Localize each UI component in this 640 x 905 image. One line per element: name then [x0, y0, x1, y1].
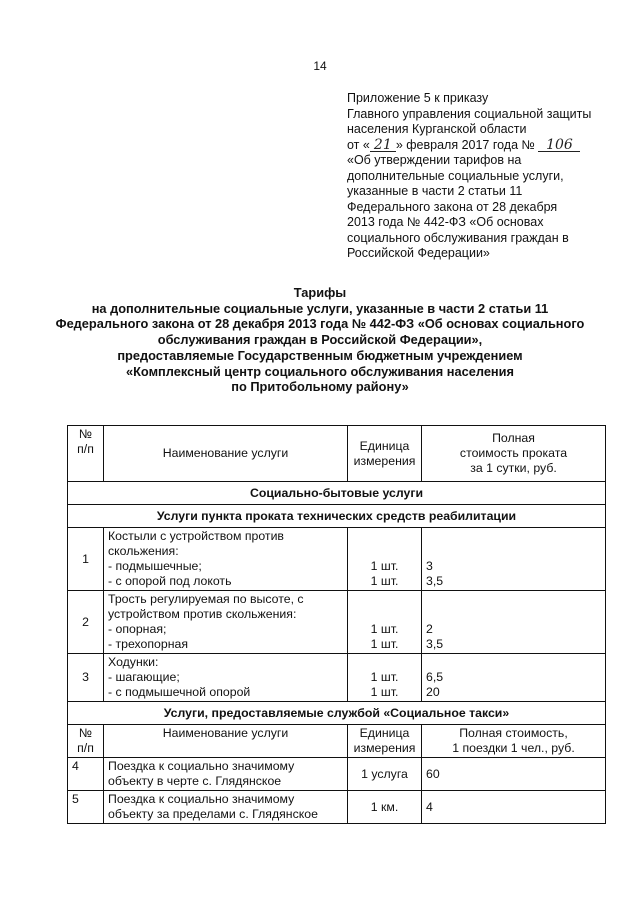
table-row	[68, 758, 606, 791]
section-title: Социально-бытовые услуги	[68, 482, 606, 505]
title-line: на дополнительные социальные услуги, указанные в части 2 статьи 11	[91, 300, 549, 316]
title-line: «Комплексный центр социального обслуживания населения	[126, 363, 514, 379]
title-line: обслуживания граждан в Российской Федерации»,	[157, 332, 483, 348]
taxi-header-unit: Единица измерения	[348, 725, 422, 758]
section-row	[68, 482, 606, 505]
table-header-row	[68, 426, 606, 482]
row-num: 5	[68, 791, 104, 824]
row-name: Поездка к социально значимому объекту за пределами с. Глядянское	[104, 791, 348, 824]
handwritten-day: 21	[370, 139, 396, 152]
tariffs-table	[67, 425, 606, 824]
appendix-quote-line: дополнительные социальные услуги,	[347, 168, 564, 183]
row-unit: 1 шт. 1 шт.	[348, 591, 422, 654]
date-prefix: от «	[347, 137, 370, 152]
appendix-block	[347, 91, 627, 262]
row-price: 60	[422, 758, 606, 791]
document-title	[40, 285, 600, 395]
title-line: Федерального закона от 28 декабря 2013 года № 442-ФЗ «Об основах социального	[55, 316, 585, 332]
title-line: по Притобольному району»	[231, 379, 409, 395]
appendix-line: населения Курганской области	[347, 122, 527, 136]
row-num: 1	[68, 528, 104, 591]
table-row	[68, 528, 606, 591]
appendix-line: Главного управления социальной защиты	[347, 106, 592, 121]
row-price: 4	[422, 791, 606, 824]
table-row	[68, 791, 606, 824]
appendix-quote-line: указанные в части 2 статьи 11	[347, 184, 523, 198]
subsection-rental-title: Услуги пункта проката технических средств реабилитации	[68, 505, 606, 528]
appendix-quote-line: «Об утверждении тарифов на	[347, 153, 522, 167]
row-name: Поездка к социально значимому объекту в черте с. Глядянское	[104, 758, 348, 791]
row-price: 2 3,5	[422, 591, 606, 654]
handwritten-order-number: 106	[538, 139, 580, 152]
title-line: предоставляемые Государственным бюджетным учреждением	[117, 347, 523, 363]
row-price: 3 3,5	[422, 528, 606, 591]
appendix-line: Приложение 5 к приказу	[347, 91, 489, 105]
subsection-taxi-title: Услуги, предоставляемые службой «Социальное такси»	[68, 702, 606, 725]
appendix-quote-line: 2013 года № 442-ФЗ «Об основах	[347, 215, 544, 229]
row-name: Трость регулируемая по высоте, с устройством против скольжения: - опорная; - трехопорная	[104, 591, 348, 654]
subsection-row	[68, 702, 606, 725]
header-num: № п/п	[68, 426, 104, 482]
row-num: 3	[68, 654, 104, 702]
date-middle: » февраля 2017 года №	[395, 137, 535, 152]
row-unit: 1 шт. 1 шт.	[348, 528, 422, 591]
appendix-quote-line: Федерального закона от 28 декабря	[347, 199, 558, 214]
subsection-row	[68, 505, 606, 528]
taxi-header-num: № п/п	[68, 725, 104, 758]
row-num: 4	[68, 758, 104, 791]
taxi-header-row	[68, 725, 606, 758]
taxi-header-price: Полная стоимость, 1 поездки 1 чел., руб.	[422, 725, 606, 758]
table-row	[68, 591, 606, 654]
table-row	[68, 654, 606, 702]
title-heading: Тарифы	[293, 285, 347, 300]
row-name: Ходунки: - шагающие; - с подмышечной опорой	[104, 654, 348, 702]
appendix-quote-line: социального обслуживания граждан в	[347, 230, 569, 245]
header-unit: Единица измерения	[348, 426, 422, 482]
row-num: 2	[68, 591, 104, 654]
appendix-date-line	[347, 138, 627, 154]
page-number: 14	[313, 59, 327, 73]
row-unit: 1 шт. 1 шт.	[348, 654, 422, 702]
row-unit: 1 услуга	[348, 758, 422, 791]
row-name: Костыли с устройством против скольжения: - подмышечные; - с опорой под локоть	[104, 528, 348, 591]
taxi-header-name: Наименование услуги	[104, 725, 348, 758]
row-unit: 1 км.	[348, 791, 422, 824]
header-name: Наименование услуги	[104, 426, 348, 482]
header-price: Полная стоимость проката за 1 сутки, руб.	[422, 426, 606, 482]
row-price: 6,5 20	[422, 654, 606, 702]
appendix-quote-line: Российской Федерации»	[347, 246, 490, 260]
